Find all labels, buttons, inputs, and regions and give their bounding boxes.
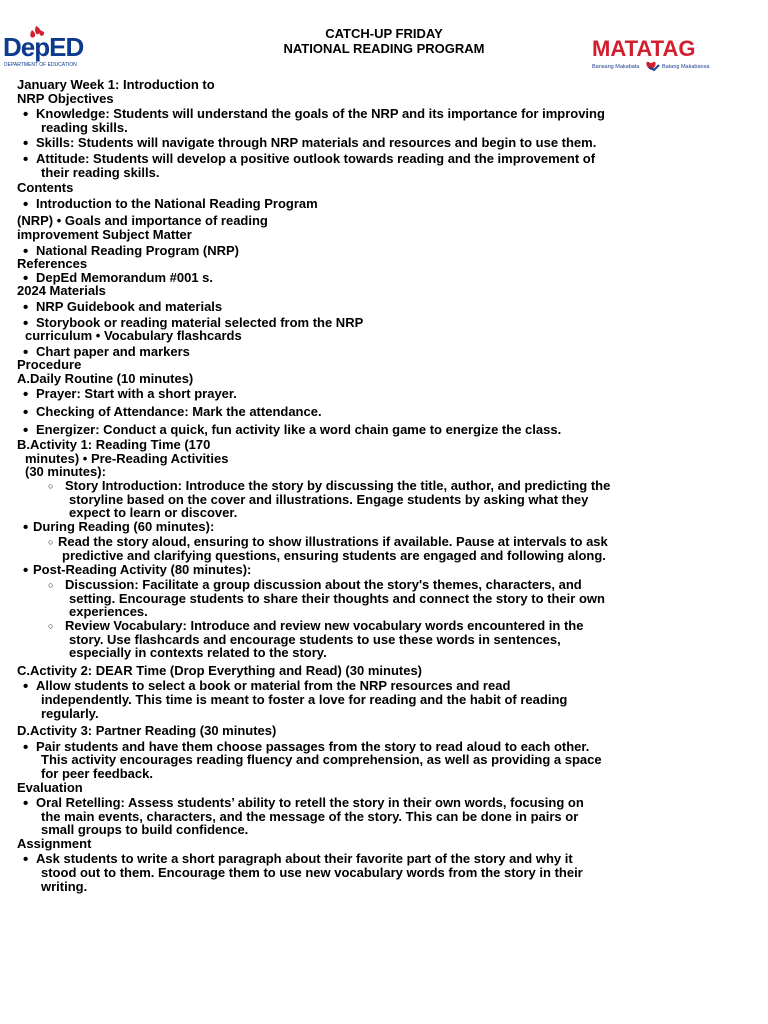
- procedure-b-title-continued: minutes) • Pre-Reading Activities: [25, 450, 229, 466]
- objectives-heading: NRP Objectives: [17, 90, 114, 106]
- evaluation-heading: Evaluation: [17, 779, 83, 795]
- procedure-a-item: • Prayer: Start with a short prayer.: [17, 387, 757, 401]
- objective-knowledge: • Knowledge: Students will understand the goals of the NRP and its importance for improving reading skills.: [17, 107, 757, 134]
- procedure-heading: Procedure: [17, 357, 82, 373]
- material-item-continued: curriculum • Vocabulary flashcards: [25, 328, 242, 344]
- matatag-tagline-right: Batang Makabansa: [662, 64, 710, 70]
- deped-logo-subtext: DEPARTMENT OF EDUCATION: [4, 62, 77, 68]
- post-reading-heading: • Post-Reading Activity (80 minutes):: [17, 563, 757, 577]
- pre-reading-duration: (30 minutes):: [25, 464, 106, 480]
- matatag-tagline-left: Bansang Makabata: [592, 64, 640, 70]
- references-heading: References: [17, 256, 88, 272]
- procedure-d-item: • Pair students and have them choose passages from the story to read aloud to each other. This activity encourages reading fluency and comprehension, as well as providing a space for peer feedback.: [17, 740, 757, 781]
- post-reading-item: ○ Discussion: Facilitate a group discussion about the story's themes, characters, and setting. Encourage students to share their thoughts and connect the story to their own experiences.: [17, 578, 757, 619]
- content-item-continued: (NRP) • Goals and importance of reading: [17, 213, 268, 229]
- procedure-d-title: D.Activity 3: Partner Reading (30 minutes): [17, 723, 277, 739]
- material-item: • NRP Guidebook and materials: [17, 300, 757, 314]
- reference-item: • DepEd Memorandum #001 s.: [17, 271, 757, 285]
- post-reading-item: ○ Review Vocabulary: Introduce and review new vocabulary words encountered in the story. Use flashcards and encourage students to use these words in sentences, especially in contexts related to the story.: [17, 619, 757, 660]
- assignment-item: • Ask students to write a short paragraph about their favorite part of the story and why it stood out to them. Encourage them to use new vocabulary words from the story in their writing.: [17, 852, 757, 893]
- procedure-a-title: A.Daily Routine (10 minutes): [17, 370, 194, 386]
- matatag-logo-text: MATATAG: [592, 36, 696, 61]
- materials-heading: 2024 Materials: [17, 283, 106, 299]
- procedure-a-item: • Energizer: Conduct a quick, fun activity like a word chain game to energize the class.: [17, 423, 757, 437]
- during-reading-item: ○ Read the story aloud, ensuring to show illustrations if available. Pause at intervals to ask predictive and clarifying questions, ensuring students are engaged and following along.: [17, 535, 757, 562]
- deped-logo-text: DepED: [3, 32, 84, 62]
- pre-reading-item: ○ Story Introduction: Introduce the story by discussing the title, author, and predicting the storyline based on the cover and illustrations. Engage students by asking what they expect to learn or discover.: [17, 479, 757, 520]
- during-reading-heading: • During Reading (60 minutes):: [17, 520, 757, 534]
- week-title: January Week 1: Introduction to: [17, 77, 215, 92]
- objective-attitude: • Attitude: Students will develop a positive outlook towards reading and the improvement of their reading skills.: [17, 152, 757, 179]
- content-item: • Introduction to the National Reading Program: [17, 197, 757, 211]
- assignment-heading: Assignment: [17, 835, 92, 851]
- subject-matter-heading: improvement Subject Matter: [17, 226, 192, 242]
- contents-heading: Contents: [17, 180, 74, 196]
- header-line-1: CATCH-UP FRIDAY: [325, 26, 443, 41]
- subject-matter-item: • National Reading Program (NRP): [17, 244, 757, 258]
- material-item: • Storybook or reading material selected from the NRP: [17, 316, 757, 330]
- material-item: • Chart paper and markers: [17, 345, 757, 359]
- objective-skills: • Skills: Students will navigate through NRP materials and resources and begin to use them.: [17, 136, 757, 150]
- matatag-logo: [588, 34, 730, 78]
- lesson-plan-body: [17, 78, 757, 893]
- procedure-c-title: C.Activity 2: DEAR Time (Drop Everything and Read) (30 minutes): [17, 662, 422, 678]
- procedure-c-item: • Allow students to select a book or material from the NRP resources and read independently. This time is meant to foster a love for reading and the habit of reading regularly.: [17, 679, 757, 720]
- evaluation-item: • Oral Retelling: Assess students’ ability to retell the story in their own words, focusing on the main events, characters, and the message of the story. This can be done in pairs or small groups to build confidence.: [17, 796, 757, 837]
- header-line-2: NATIONAL READING PROGRAM: [283, 41, 485, 56]
- procedure-a-item: • Checking of Attendance: Mark the attendance.: [17, 405, 757, 419]
- procedure-b-title: B.Activity 1: Reading Time (170: [17, 437, 211, 453]
